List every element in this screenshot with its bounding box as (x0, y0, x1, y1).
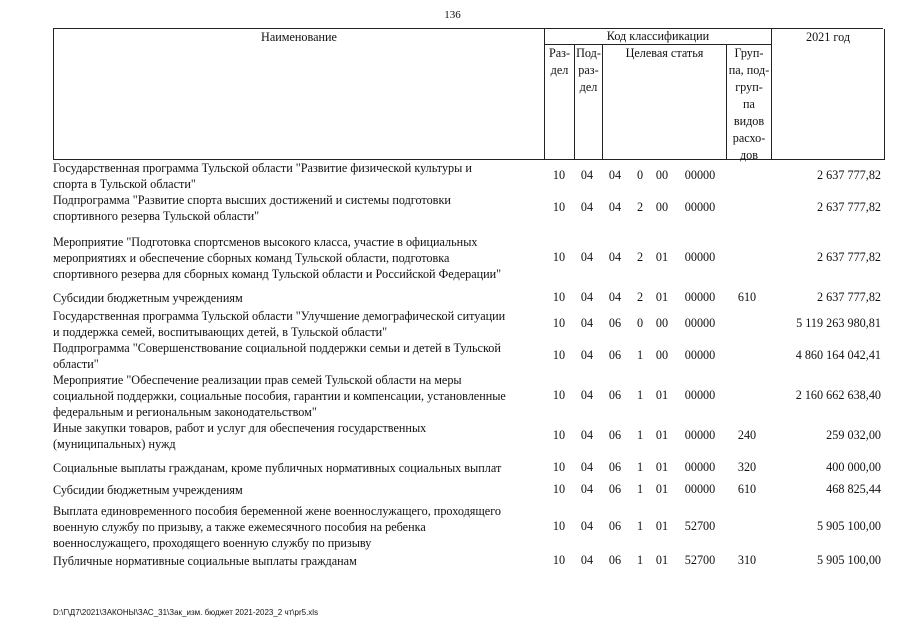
row-name: Выплата единовременного пособия беременной жене военнослужащего, проходящего военную службу по призыву, а также ежемесячного пособия на ребенка военнослужащего, проходящего военную службу по призыву (53, 504, 501, 550)
amount-cell: 468 825,44 (826, 482, 881, 496)
amount-cell: 5 905 100,00 (817, 519, 881, 533)
table-row (53, 308, 883, 340)
code-cell-r: 10 (552, 316, 566, 330)
header-year: 2021 год (772, 29, 885, 160)
code-cell-t1: 06 (608, 553, 622, 567)
code-cell-t2: 1 (636, 388, 644, 402)
amount-cell: 5 905 100,00 (817, 553, 881, 567)
row-name: Подпрограмма "Совершенствование социальной поддержки семьи и детей в Тульской области" (53, 341, 501, 371)
code-cell-t4: 00000 (684, 316, 716, 330)
code-cell-t3: 01 (655, 428, 669, 442)
code-cell-t4: 00000 (684, 168, 716, 182)
code-cell-r: 10 (552, 482, 566, 496)
code-cell-t2: 1 (636, 553, 644, 567)
code-cell-t1: 06 (608, 388, 622, 402)
page-number: 136 (444, 9, 461, 21)
code-cell-t1: 04 (608, 250, 622, 264)
code-cell-t1: 06 (608, 460, 622, 474)
budget-table (53, 28, 883, 568)
code-cell-r: 10 (552, 519, 566, 533)
code-cell-t4: 00000 (684, 482, 716, 496)
code-cell-t2: 2 (636, 250, 644, 264)
code-cell-t3: 01 (655, 482, 669, 496)
code-cell-t2: 1 (636, 428, 644, 442)
code-cell-t1: 04 (608, 200, 622, 214)
code-cell-r: 10 (552, 290, 566, 304)
header-razdel: Раз- дел (545, 45, 575, 160)
code-cell-pr: 04 (580, 388, 594, 402)
header-group: Груп- па, под- груп- па видов расхо- дов (727, 45, 772, 160)
amount-cell: 2 160 662 638,40 (795, 388, 881, 402)
table-row (53, 503, 883, 551)
code-cell-t4: 52700 (684, 519, 716, 533)
code-cell-r: 10 (552, 553, 566, 567)
table-row (53, 234, 883, 282)
code-cell-v: 610 (737, 290, 757, 304)
code-cell-t3: 00 (655, 200, 669, 214)
code-cell-t1: 06 (608, 519, 622, 533)
code-cell-pr: 04 (580, 290, 594, 304)
code-cell-t2: 0 (636, 316, 644, 330)
code-cell-pr: 04 (580, 428, 594, 442)
row-name: Подпрограмма "Развитие спорта высших достижений и системы подготовки спортивного резерва Тульской области" (53, 193, 451, 223)
amount-cell: 2 637 777,82 (817, 168, 881, 182)
row-name: Мероприятие "Обеспечение реализации прав семей Тульской области на меры социальной поддержки, социальные пособия, гарантии и компенсации, установленные федеральным и региональным законодательством" (53, 373, 506, 419)
code-cell-t4: 00000 (684, 200, 716, 214)
code-cell-t4: 00000 (684, 460, 716, 474)
code-cell-pr: 04 (580, 250, 594, 264)
code-cell-pr: 04 (580, 200, 594, 214)
code-cell-t4: 00000 (684, 250, 716, 264)
code-cell-t3: 01 (655, 250, 669, 264)
code-cell-t3: 01 (655, 519, 669, 533)
code-cell-t4: 00000 (684, 290, 716, 304)
code-cell-t1: 06 (608, 428, 622, 442)
code-cell-t3: 01 (655, 388, 669, 402)
amount-cell: 400 000,00 (826, 460, 881, 474)
table-row (53, 553, 883, 569)
code-cell-pr: 04 (580, 482, 594, 496)
row-name: Социальные выплаты гражданам, кроме публичных нормативных социальных выплат (53, 461, 502, 475)
code-cell-t2: 2 (636, 200, 644, 214)
row-name: Государственная программа Тульской области "Развитие физической культуры и спорта в Тульской области" (53, 161, 472, 191)
code-cell-t1: 06 (608, 348, 622, 362)
code-cell-r: 10 (552, 168, 566, 182)
code-cell-pr: 04 (580, 460, 594, 474)
code-cell-pr: 04 (580, 519, 594, 533)
code-cell-v: 240 (737, 428, 757, 442)
table-row (53, 192, 883, 224)
row-name: Субсидии бюджетным учреждениям (53, 291, 243, 305)
code-cell-t2: 1 (636, 519, 644, 533)
code-cell-t3: 00 (655, 316, 669, 330)
row-name: Публичные нормативные социальные выплаты гражданам (53, 554, 357, 568)
file-path: D:\Г\Д7\2021\ЗАКОНЫ\ЗАС_31\Зак_изм. бюджет 2021-2023_2 чт\pr5.xls (53, 608, 319, 617)
table-header (53, 28, 883, 160)
code-cell-r: 10 (552, 460, 566, 474)
code-cell-t2: 1 (636, 460, 644, 474)
code-cell-t4: 00000 (684, 388, 716, 402)
table-row (53, 460, 883, 476)
code-cell-r: 10 (552, 200, 566, 214)
amount-cell: 4 860 164 042,41 (795, 348, 881, 362)
code-cell-r: 10 (552, 388, 566, 402)
amount-cell: 5 119 263 980,81 (796, 316, 881, 330)
amount-cell: 2 637 777,82 (817, 200, 881, 214)
code-cell-t4: 00000 (684, 428, 716, 442)
header-name: Наименование (54, 29, 545, 160)
code-cell-t1: 04 (608, 168, 622, 182)
code-cell-v: 310 (737, 553, 757, 567)
code-cell-t3: 00 (655, 168, 669, 182)
code-cell-t2: 1 (636, 348, 644, 362)
code-cell-t4: 00000 (684, 348, 716, 362)
code-cell-t2: 0 (636, 168, 644, 182)
row-name: Иные закупки товаров, работ и услуг для обеспечения государственных (муниципальных) нужд (53, 421, 427, 451)
code-cell-pr: 04 (580, 348, 594, 362)
header-code: Код классификации (545, 29, 772, 45)
amount-cell: 2 637 777,82 (817, 250, 881, 264)
code-cell-t3: 00 (655, 348, 669, 362)
table-row (53, 372, 883, 420)
code-cell-pr: 04 (580, 168, 594, 182)
table-row (53, 420, 883, 452)
code-cell-v: 320 (737, 460, 757, 474)
row-name: Субсидии бюджетным учреждениям (53, 483, 243, 497)
table-row (53, 340, 883, 372)
code-cell-t2: 2 (636, 290, 644, 304)
code-cell-t3: 01 (655, 290, 669, 304)
row-name: Государственная программа Тульской области "Улучшение демографической ситуации и поддержка семей, воспитывающих детей, в Тульской области" (53, 309, 506, 339)
code-cell-r: 10 (552, 428, 566, 442)
code-cell-r: 10 (552, 348, 566, 362)
row-name: Мероприятие "Подготовка спортсменов высокого класса, участие в официальных мероприятиях и обеспечение сборных команд Тульской области, подготовка спортивного резерва для сборных команд Тульской области и Российской Федерации" (53, 235, 502, 281)
table-row (53, 482, 883, 498)
code-cell-t2: 1 (636, 482, 644, 496)
header-target: Целевая статья (603, 45, 727, 160)
code-cell-t1: 06 (608, 482, 622, 496)
code-cell-pr: 04 (580, 553, 594, 567)
code-cell-t1: 04 (608, 290, 622, 304)
code-cell-t4: 52700 (684, 553, 716, 567)
table-row (53, 160, 883, 192)
code-cell-t1: 06 (608, 316, 622, 330)
code-cell-v: 610 (737, 482, 757, 496)
code-cell-t3: 01 (655, 460, 669, 474)
amount-cell: 2 637 777,82 (817, 290, 881, 304)
code-cell-r: 10 (552, 250, 566, 264)
amount-cell: 259 032,00 (826, 428, 881, 442)
code-cell-t3: 01 (655, 553, 669, 567)
header-podrazdel: Под- раз- дел (575, 45, 603, 160)
table-row (53, 290, 883, 306)
code-cell-pr: 04 (580, 316, 594, 330)
